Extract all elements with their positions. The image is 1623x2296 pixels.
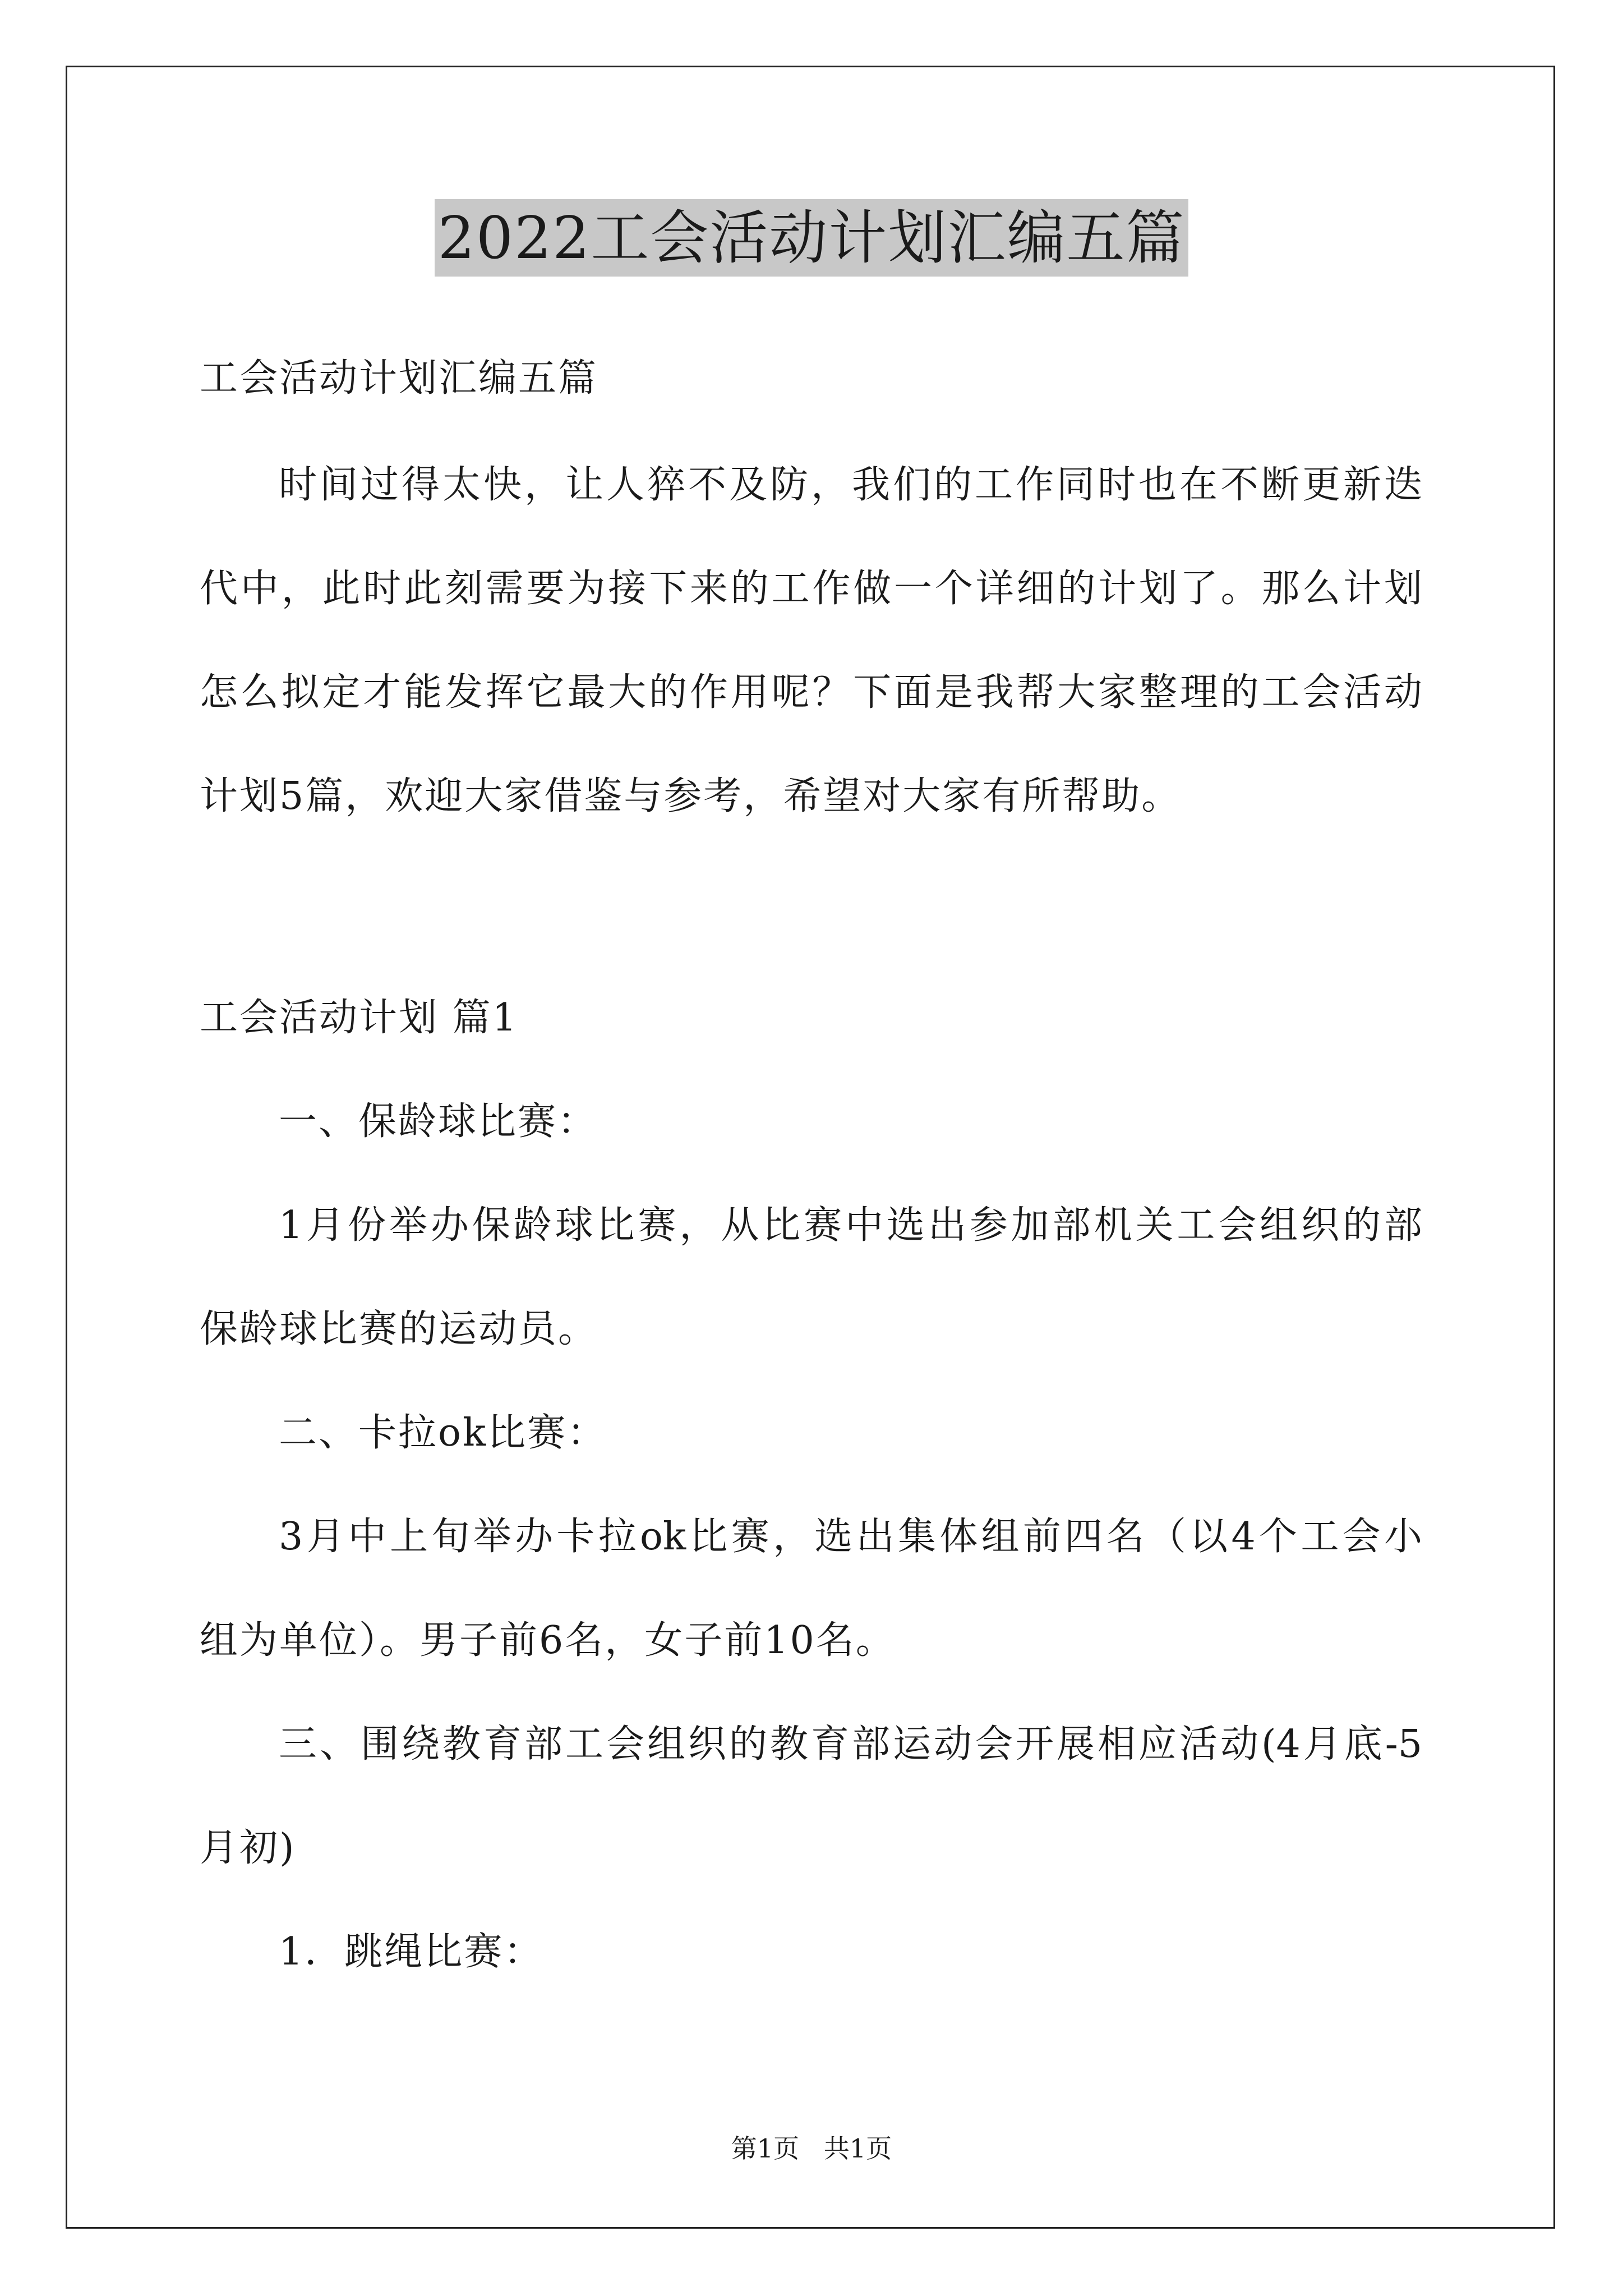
item-2-text-line-1: 3月中上旬举办卡拉ok比赛，选出集体组前四名（以4个工会小 bbox=[279, 1515, 1422, 1559]
item-2-text-line-2: 组为单位）。男子前6名，女子前10名。 bbox=[200, 1618, 896, 1663]
item-1-text-line-1: 1月份举办保龄球比赛，从比赛中选出参加部机关工会组织的部 bbox=[279, 1203, 1422, 1248]
section-heading: 工会活动计划 篇1 bbox=[200, 996, 518, 1040]
page-footer: 第1页 共1页 bbox=[731, 2133, 892, 2164]
intro-line-3: 怎么拟定才能发挥它最大的作用呢？下面是我帮大家整理的工会活动 bbox=[200, 670, 1422, 715]
intro-line-2: 代中，此时此刻需要为接下来的工作做一个详细的计划了。那么计划 bbox=[200, 567, 1422, 611]
item-1-text-line-2: 保龄球比赛的运动员。 bbox=[200, 1307, 598, 1351]
title-container bbox=[0, 199, 1623, 277]
subtitle-line: 工会活动计划汇编五篇 bbox=[200, 356, 598, 401]
intro-line-4: 计划5篇，欢迎大家借鉴与参考，希望对大家有所帮助。 bbox=[200, 774, 1182, 818]
sub-item-1: 1．跳绳比赛： bbox=[279, 1930, 544, 1974]
item-heading-1: 一、保龄球比赛： bbox=[279, 1099, 598, 1144]
document-title: 2022工会活动计划汇编五篇 bbox=[435, 199, 1189, 277]
item-heading-3-line-1: 三、围绕教育部工会组织的教育部运动会开展相应活动(4月底-5 bbox=[279, 1722, 1422, 1766]
intro-line-1: 时间过得太快，让人猝不及防，我们的工作同时也在不断更新迭 bbox=[279, 463, 1422, 507]
item-heading-3-line-2: 月初) bbox=[200, 1826, 296, 1870]
item-heading-2: 二、卡拉ok比赛： bbox=[279, 1411, 607, 1455]
